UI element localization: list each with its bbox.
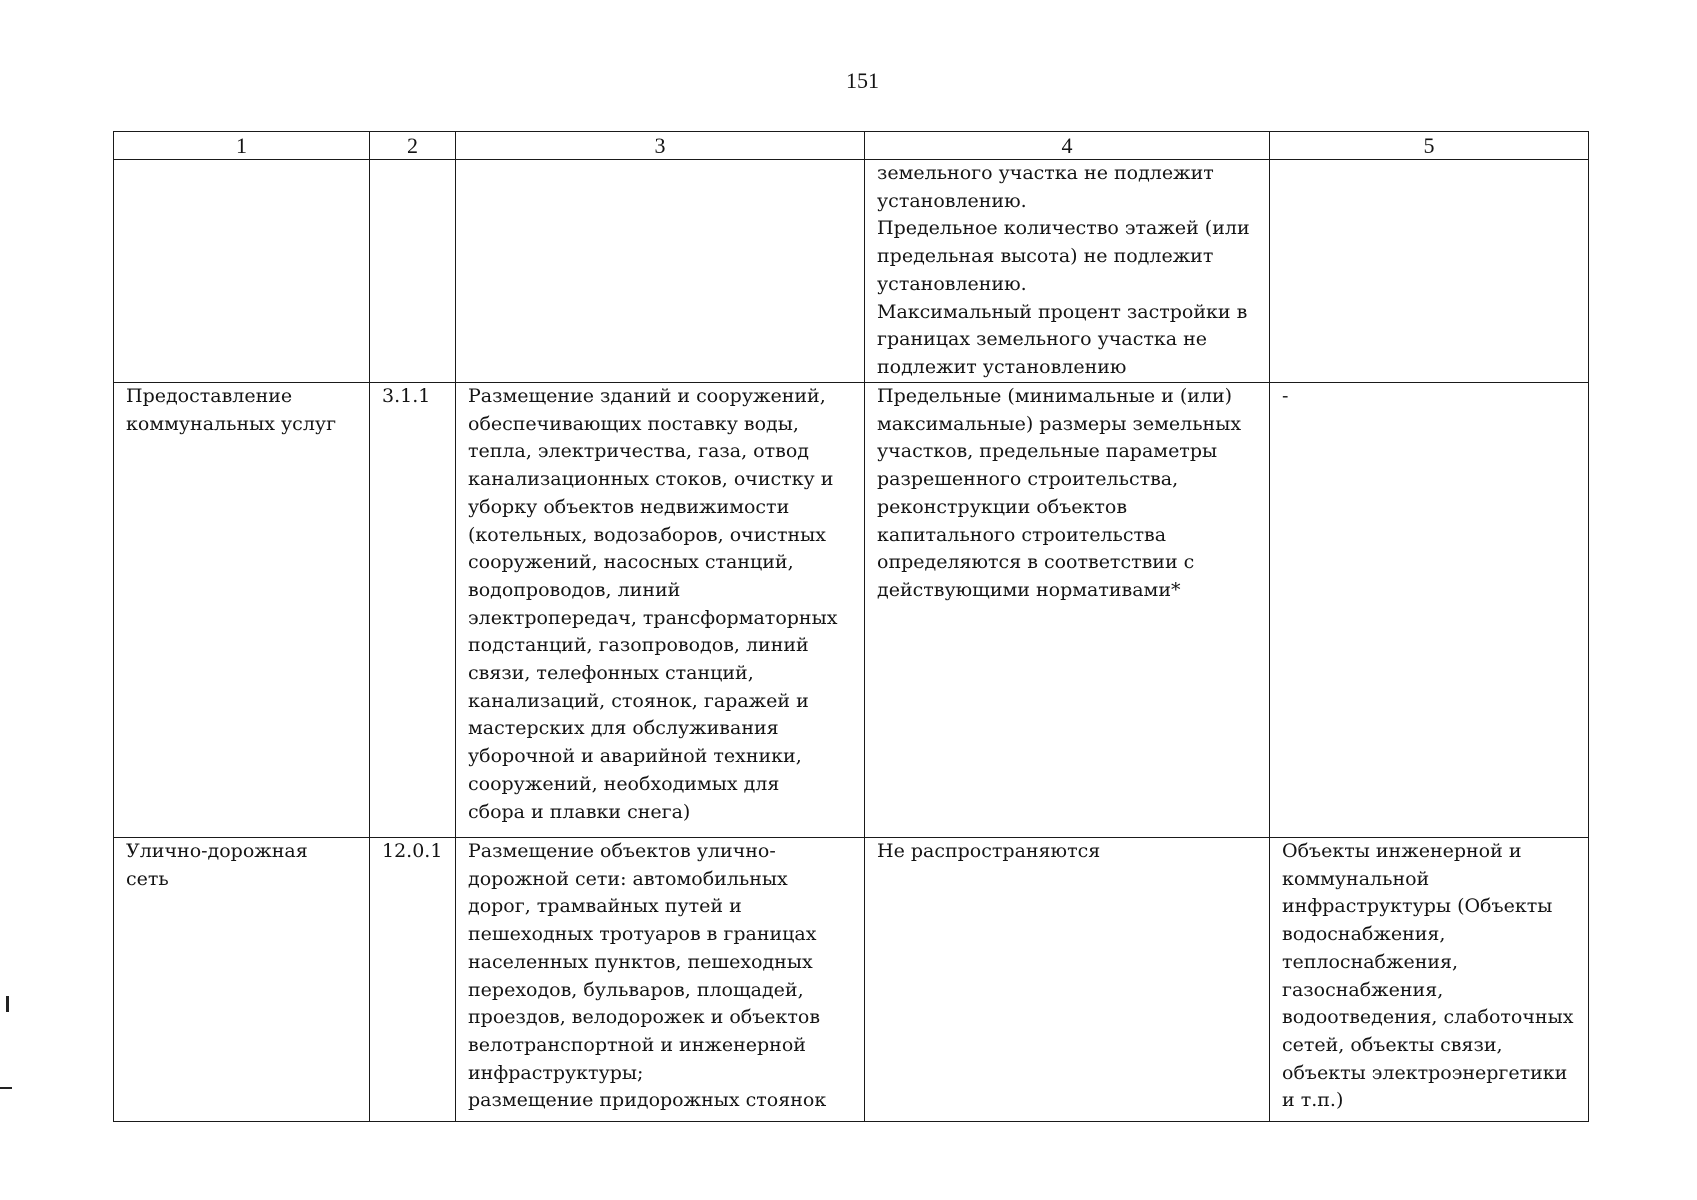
land-use-table [113,131,1589,1122]
table-row [114,160,1589,383]
land-use-description-cell [456,160,865,383]
land-use-name-cell [114,160,370,383]
land-use-description-cell: Размещение зданий и сооружений, обеспечивающих поставку воды, тепла, электричества, газа, отвод канализационных стоков, очистку и уборку объектов недвижимости (котельных, водозаборов, очистных сооружений, насосных станций, водопроводов, линий электропередач, трансформаторных подстанций, газопроводов, линий связи, телефонных станций, канализаций, стоянок, гаражей и мастерских для обслуживания уборочной и аварийной техники, сооружений, необходимых для сбора и плавки снега) [456,383,865,838]
scan-margin-mark [6,996,9,1012]
column-header-2: 2 [370,132,456,160]
building-parameters-cell: земельного участка не подлежит установлению. Предельное количество этажей (или предельная высота) не подлежит установлению. Максимальный процент застройки в границах земельного участка не подлежит установлению [865,160,1270,383]
table-row [114,383,1589,838]
building-parameters-cell: Не распространяются [865,838,1270,1122]
column-header-4: 4 [865,132,1270,160]
table-header-row [114,132,1589,160]
land-use-code-cell: 12.0.1 [370,838,456,1122]
table-row [114,838,1589,1122]
column-header-1: 1 [114,132,370,160]
land-use-name-cell: Улично-дорожная сеть [114,838,370,1122]
land-use-description-cell: Размещение объектов улично- дорожной сети: автомобильных дорог, трамвайных путей и пешеходных тротуаров в границах населенных пунктов, пешеходных переходов, бульваров, площадей, проездов, велодорожек и объектов велотранспортной и инженерной инфраструктуры; размещение придорожных стоянок [456,838,865,1122]
restrictions-cell: Объекты инженерной и коммунальной инфраструктуры (Объекты водоснабжения, теплоснабжения, газоснабжения, водоотведения, слаботочных сетей, объекты связи, объекты электроэнергетики и т.п.) [1270,838,1589,1122]
land-use-name-cell: Предоставление коммунальных услуг [114,383,370,838]
building-parameters-cell: Предельные (минимальные и (или) максимальные) размеры земельных участков, предельные параметры разрешенного строительства, реконструкции объектов капитального строительства определяются в соответствии с действующими нормативами* [865,383,1270,838]
column-header-5: 5 [1270,132,1589,160]
land-use-code-cell [370,160,456,383]
page-number: 151 [846,68,879,93]
land-use-code-cell: 3.1.1 [370,383,456,838]
restrictions-cell: - [1270,383,1589,838]
column-header-3: 3 [456,132,865,160]
scan-margin-mark [0,1087,12,1089]
restrictions-cell [1270,160,1589,383]
